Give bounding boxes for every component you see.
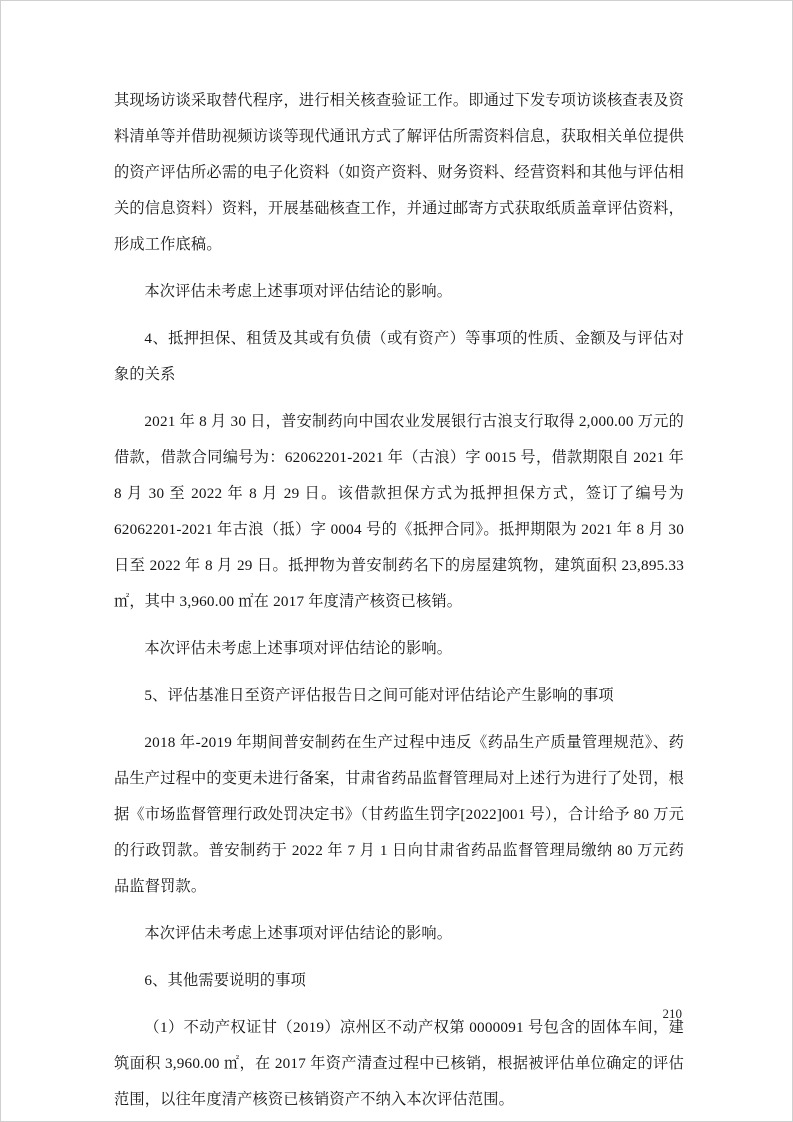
paragraph-1: 其现场访谈采取替代程序，进行相关核查验证工作。即通过下发专项访谈核查表及资料清单等并借助视频访谈等现代通讯方式了解评估所需资料信息，获取相关单位提供的资产评估所必需的电子化资料（如资产资料、财务资料、经营资料和其他与评估相关的信息资料）资料，开展基础核查工作，并通过邮寄方式获取纸质盖章评估资料，形成工作底稿。 [114,92,684,253]
paragraph-5: 本次评估未考虑上述事项对评估结论的影响。 [144,640,453,657]
paragraph-spacer [114,714,684,725]
paragraph-9-heading: 6、其他需要说明的事项 [144,972,307,989]
paragraph-spacer [114,620,684,631]
paragraph-8: 本次评估未考虑上述事项对评估结论的影响。 [144,925,453,942]
paragraph-spacer [114,952,684,963]
paragraph-spacer [114,393,684,404]
paragraph-6-heading: 5、评估基准日至资产评估报告日之间可能对评估结论产生影响的事项 [144,687,614,704]
paragraph-spacer [114,999,684,1010]
paragraph-spacer [114,310,684,321]
paragraph-7: 2018 年-2019 年期间普安制药在生产过程中违反《药品生产质量管理规范》、药品生产过程中的变更未进行备案，甘肃省药品监督管理局对上述行为进行了处罚，根据《市场监督管理行政处罚决定书》（甘药监生罚字[2022]001 号），合计给予 80 万元的行政罚款。普安制药于 2022 年 7 月 1 日向甘肃省药品监督管理局缴纳 80 万元药品监督罚款。 [114,734,684,895]
paragraph-10: （1）不动产权证甘（2019）凉州区不动产权第 0000091 号包含的固体车间，建筑面积 3,960.00 ㎡，在 2017 年资产清查过程中已核销，根据被评估单位确定的评估范围，以往年度清产核资已核销资产不纳入本次评估范围。 [114,1019,684,1108]
paragraph-spacer [114,667,684,678]
paragraph-3-heading: 4、抵押担保、租赁及其或有负债（或有资产）等事项的性质、金额及与评估对象的关系 [114,330,684,383]
page-body [114,83,684,1118]
paragraph-spacer [114,905,684,916]
paragraph-2: 本次评估未考虑上述事项对评估结论的影响。 [144,283,453,300]
paragraph-spacer [114,263,684,274]
page-number: 210 [662,1006,682,1021]
paragraph-4: 2021 年 8 月 30 日，普安制药向中国农业发展银行古浪支行取得 2,000.00 万元的借款，借款合同编号为：62062201-2021 年（古浪）字 0015 号，借款期限自 2021 年 8 月 30 至 2022 年 8 月 29 日。该借款担保方式为抵押担保方式，签订了编号为 62062201-2021 年古浪（抵）字 0004 号的《抵押合同》。抵押期限为 2021 年 8 月 30 日至 2022 年 8 月 29 日。抵押物为普安制药名下的房屋建筑物，建筑面积 23,895.33 ㎡，其中 3,960.00 ㎡在 2017 年度清产核资已核销。 [114,413,684,610]
